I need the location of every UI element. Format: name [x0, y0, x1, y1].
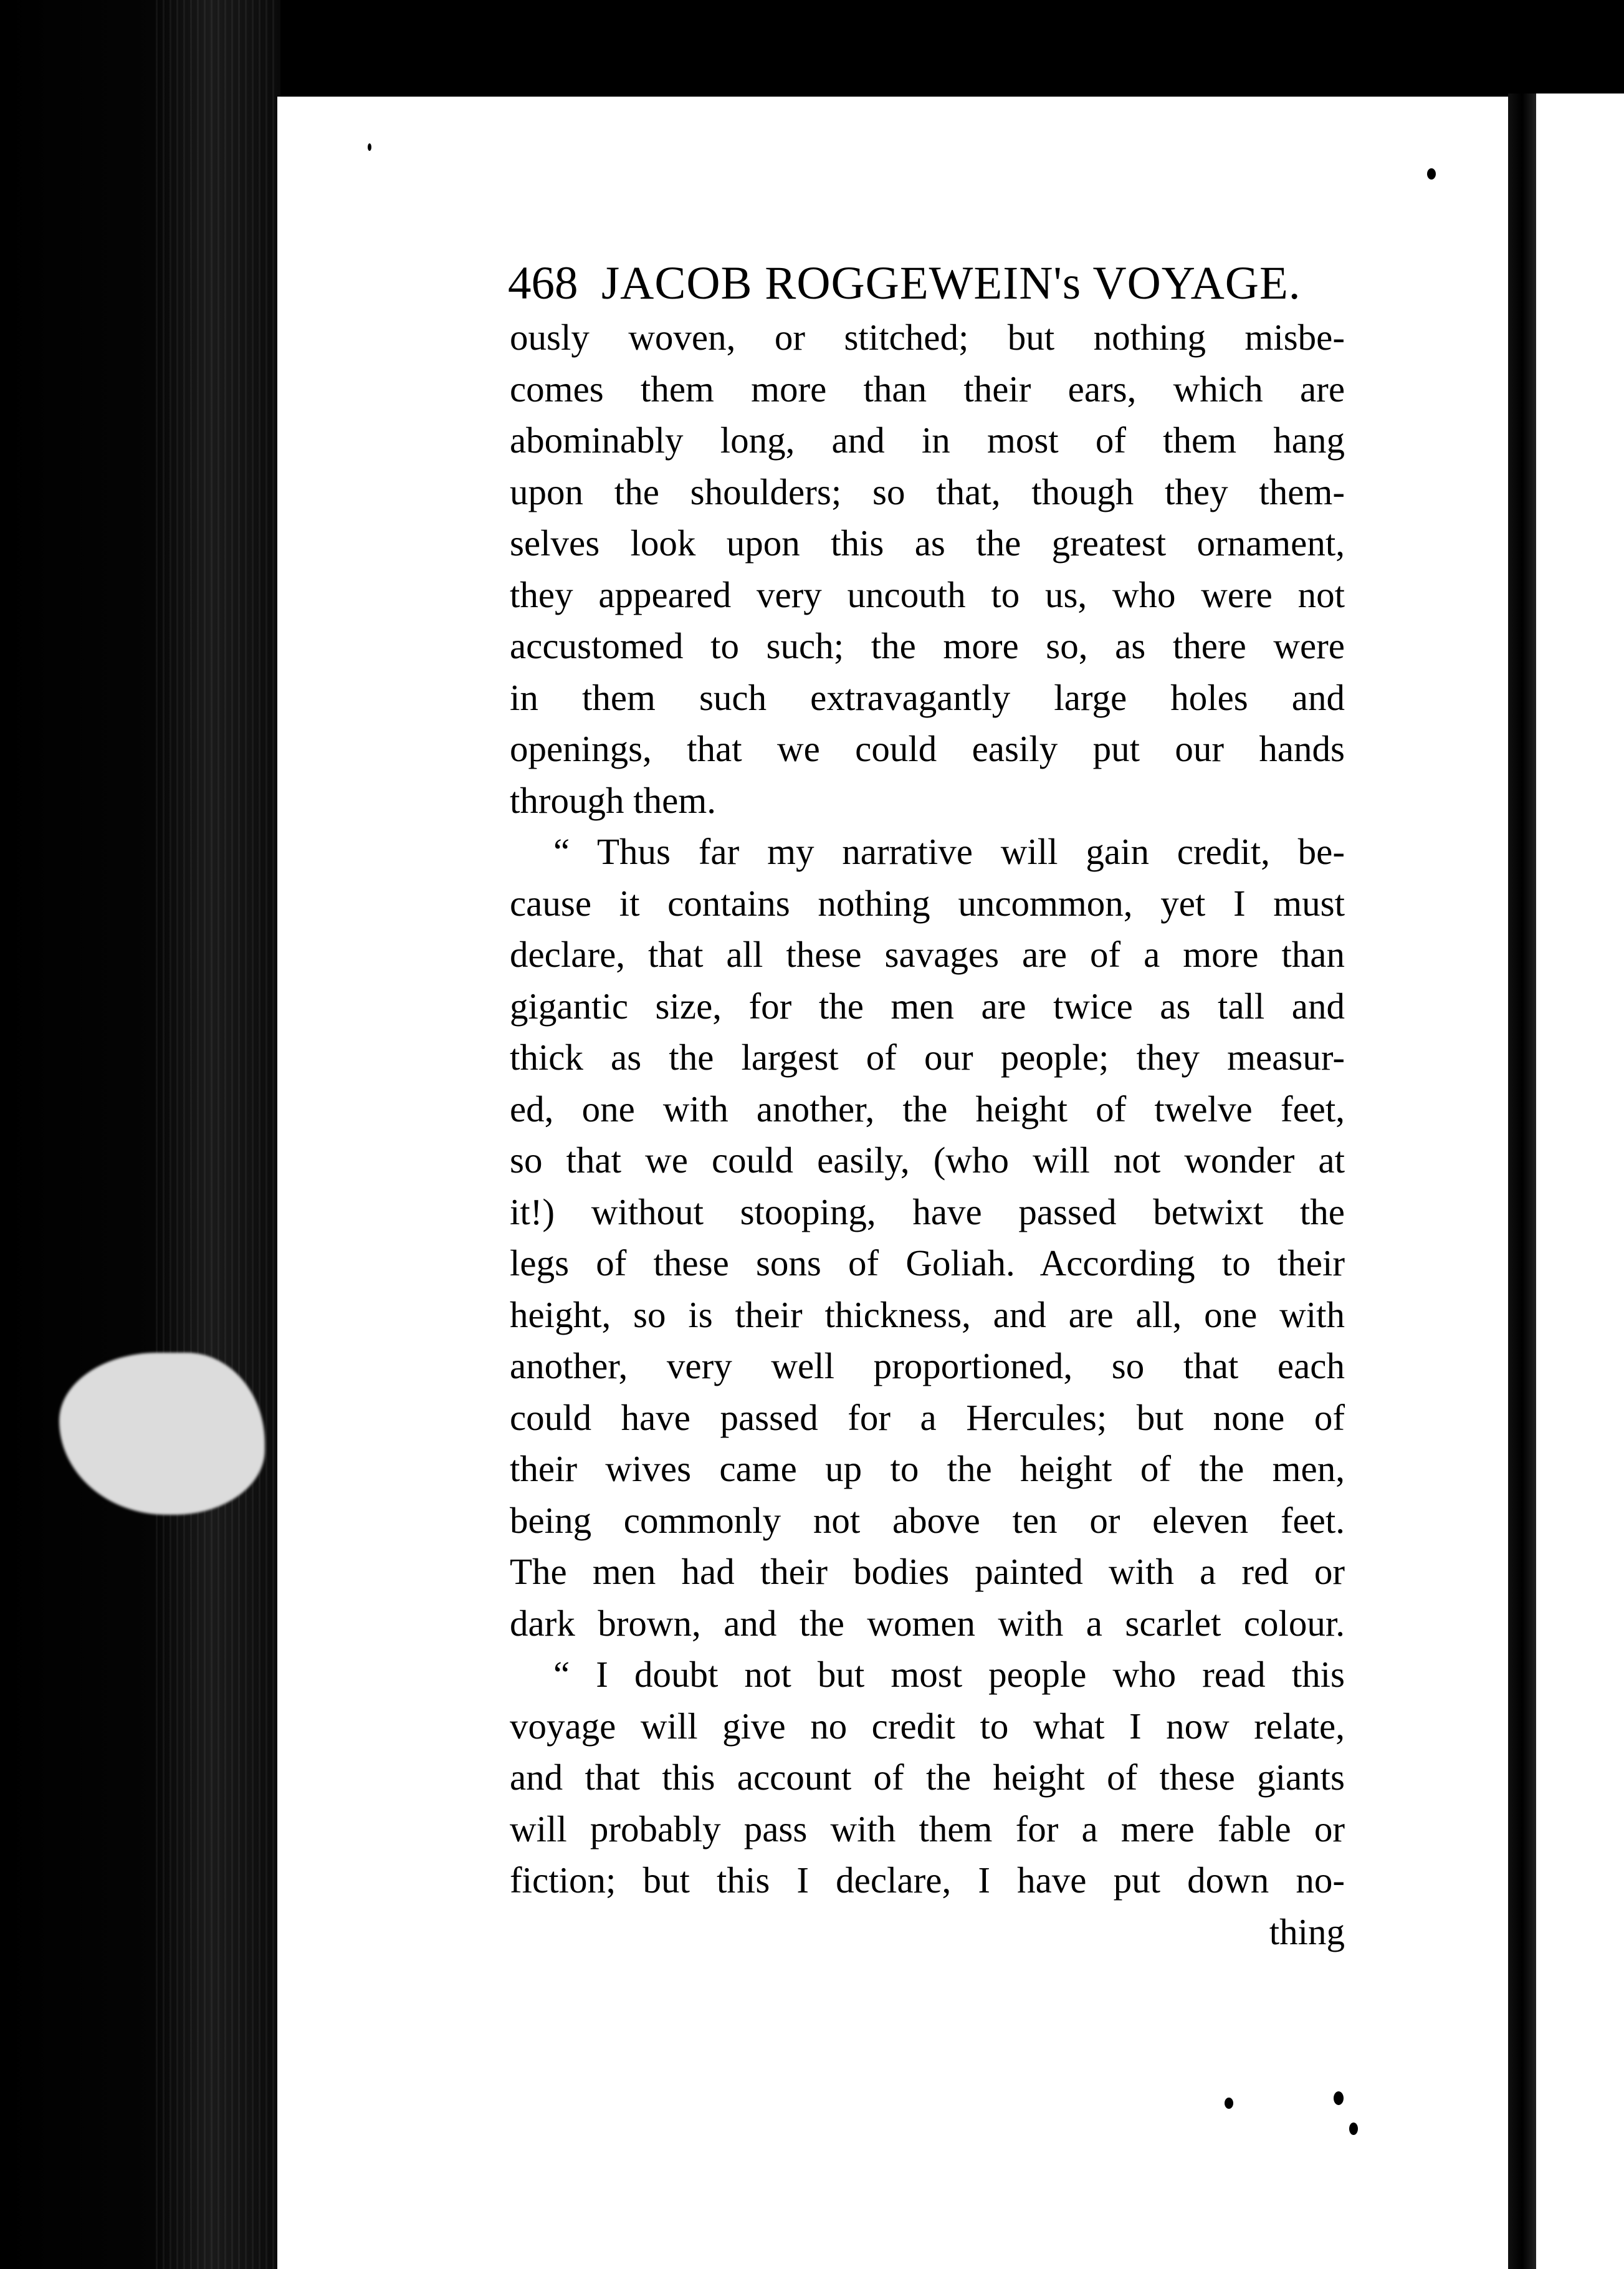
text-line: ed, one with another, the height of twelve feet, — [510, 1088, 1345, 1130]
page-number: 468 — [508, 257, 578, 309]
running-head: JACOB ROGGEWEIN's VOYAGE. — [601, 257, 1301, 309]
text-line: gigantic size, for the men are twice as tall and — [510, 985, 1345, 1027]
text-line: “ Thus far my narrative will gain credit, be- — [553, 831, 1345, 872]
text-line: height, so is their thickness, and are all, one with — [510, 1293, 1345, 1335]
text-line: in them such extravagantly large holes and — [510, 676, 1345, 718]
text-line: they appeared very uncouth to us, who were not — [510, 573, 1345, 615]
facing-page-edge — [1536, 94, 1624, 2269]
text-line: upon the shoulders; so that, though they them- — [510, 471, 1345, 512]
ink-speck — [1225, 2098, 1233, 2109]
page-header — [508, 249, 1330, 318]
text-line: cause it contains nothing uncommon, yet I must — [510, 882, 1345, 924]
ink-speck — [1334, 2091, 1344, 2105]
text-line: could have passed for a Hercules; but none of — [510, 1396, 1345, 1438]
catchword: thing — [1269, 1911, 1345, 1952]
text-line: another, very well proportioned, so that each — [510, 1345, 1345, 1386]
text-line: declare, that all these savages are of a more than — [510, 934, 1345, 975]
text-line: fiction; but this I declare, I have put down no- — [510, 1859, 1345, 1901]
ink-speck — [1349, 2123, 1358, 2135]
text-line: it!) without stooping, have passed betwixt the — [510, 1191, 1345, 1232]
text-line: “ I doubt not but most people who read this — [553, 1654, 1345, 1695]
text-line: their wives came up to the height of the men, — [510, 1448, 1345, 1489]
binding-texture — [156, 0, 274, 2269]
text-line: being commonly not above ten or eleven feet. — [510, 1499, 1345, 1541]
text-line: ously woven, or stitched; but nothing misbe- — [510, 317, 1345, 358]
page-divider — [1508, 94, 1536, 2269]
text-line: comes them more than their ears, which are — [510, 368, 1345, 410]
ink-speck — [368, 143, 371, 151]
text-line: through them. — [510, 779, 717, 821]
text-line: openings, that we could easily put our hands — [510, 728, 1345, 769]
text-line: thick as the largest of our people; they measur- — [510, 1037, 1345, 1078]
text-line: selves look upon this as the greatest ornament, — [510, 522, 1345, 564]
text-line: so that we could easily, (who will not wonder at — [510, 1139, 1345, 1181]
text-line: accustomed to such; the more so, as there were — [510, 625, 1345, 666]
text-line: dark brown, and the women with a scarlet colour. — [510, 1602, 1345, 1644]
ink-speck — [1427, 168, 1436, 180]
body-text — [510, 312, 1345, 1957]
text-line: voyage will give no credit to what I now relate, — [510, 1705, 1345, 1747]
text-line: will probably pass with them for a mere fable or — [510, 1808, 1345, 1849]
text-line: The men had their bodies painted with a red or — [510, 1551, 1345, 1592]
text-line: and that this account of the height of these giants — [510, 1757, 1345, 1798]
text-line: legs of these sons of Goliah. According to their — [510, 1242, 1345, 1283]
text-line: abominably long, and in most of them hang — [510, 420, 1345, 461]
